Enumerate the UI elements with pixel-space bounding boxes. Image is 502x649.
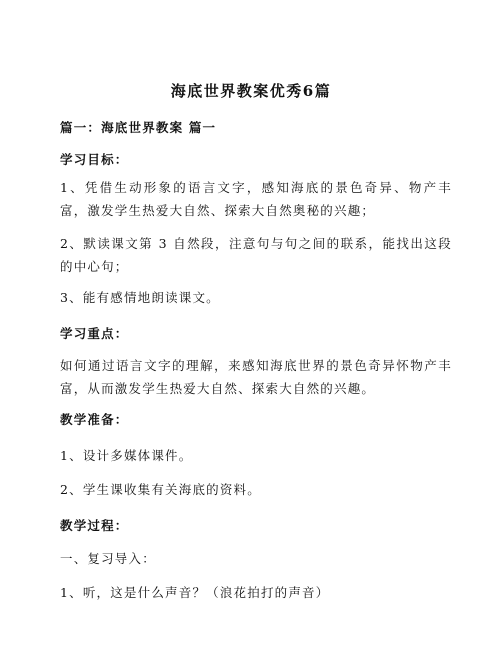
section-heading: 篇一：海底世界教案 篇一 <box>60 120 217 135</box>
prep-heading: 教学准备： <box>60 412 129 427</box>
objective-item-1: 1、凭借生动形象的语言文字，感知海底的景色奇异、物产丰富，激发学生热爱大自然、探索大自然奥秘的兴趣； <box>60 180 452 218</box>
document-title: 海底世界教案优秀6篇 <box>170 82 332 100</box>
prep-item-1: 1、设计多媒体课件。 <box>60 448 193 463</box>
process-item-1: 一、复习导入： <box>60 551 156 566</box>
objectives-heading: 学习目标： <box>60 152 129 167</box>
process-item-2: 1、听，这是什么声音？（浪花拍打的声音） <box>60 585 330 600</box>
objective-item-2: 2、默读课文第 3 自然段，注意句与句之间的联系，能找出这段的中心句； <box>60 236 452 274</box>
objective-item-3: 3、能有感情地朗读课文。 <box>60 290 220 305</box>
process-heading: 教学过程： <box>60 518 129 533</box>
prep-item-2: 2、学生课收集有关海底的资料。 <box>60 482 261 497</box>
focus-paragraph: 如何通过语言文字的理解，来感知海底世界的景色奇异怀物产丰富，从而激发学生热爱大自然、探索大自然的兴趣。 <box>60 358 452 396</box>
focus-heading: 学习重点： <box>60 326 129 341</box>
